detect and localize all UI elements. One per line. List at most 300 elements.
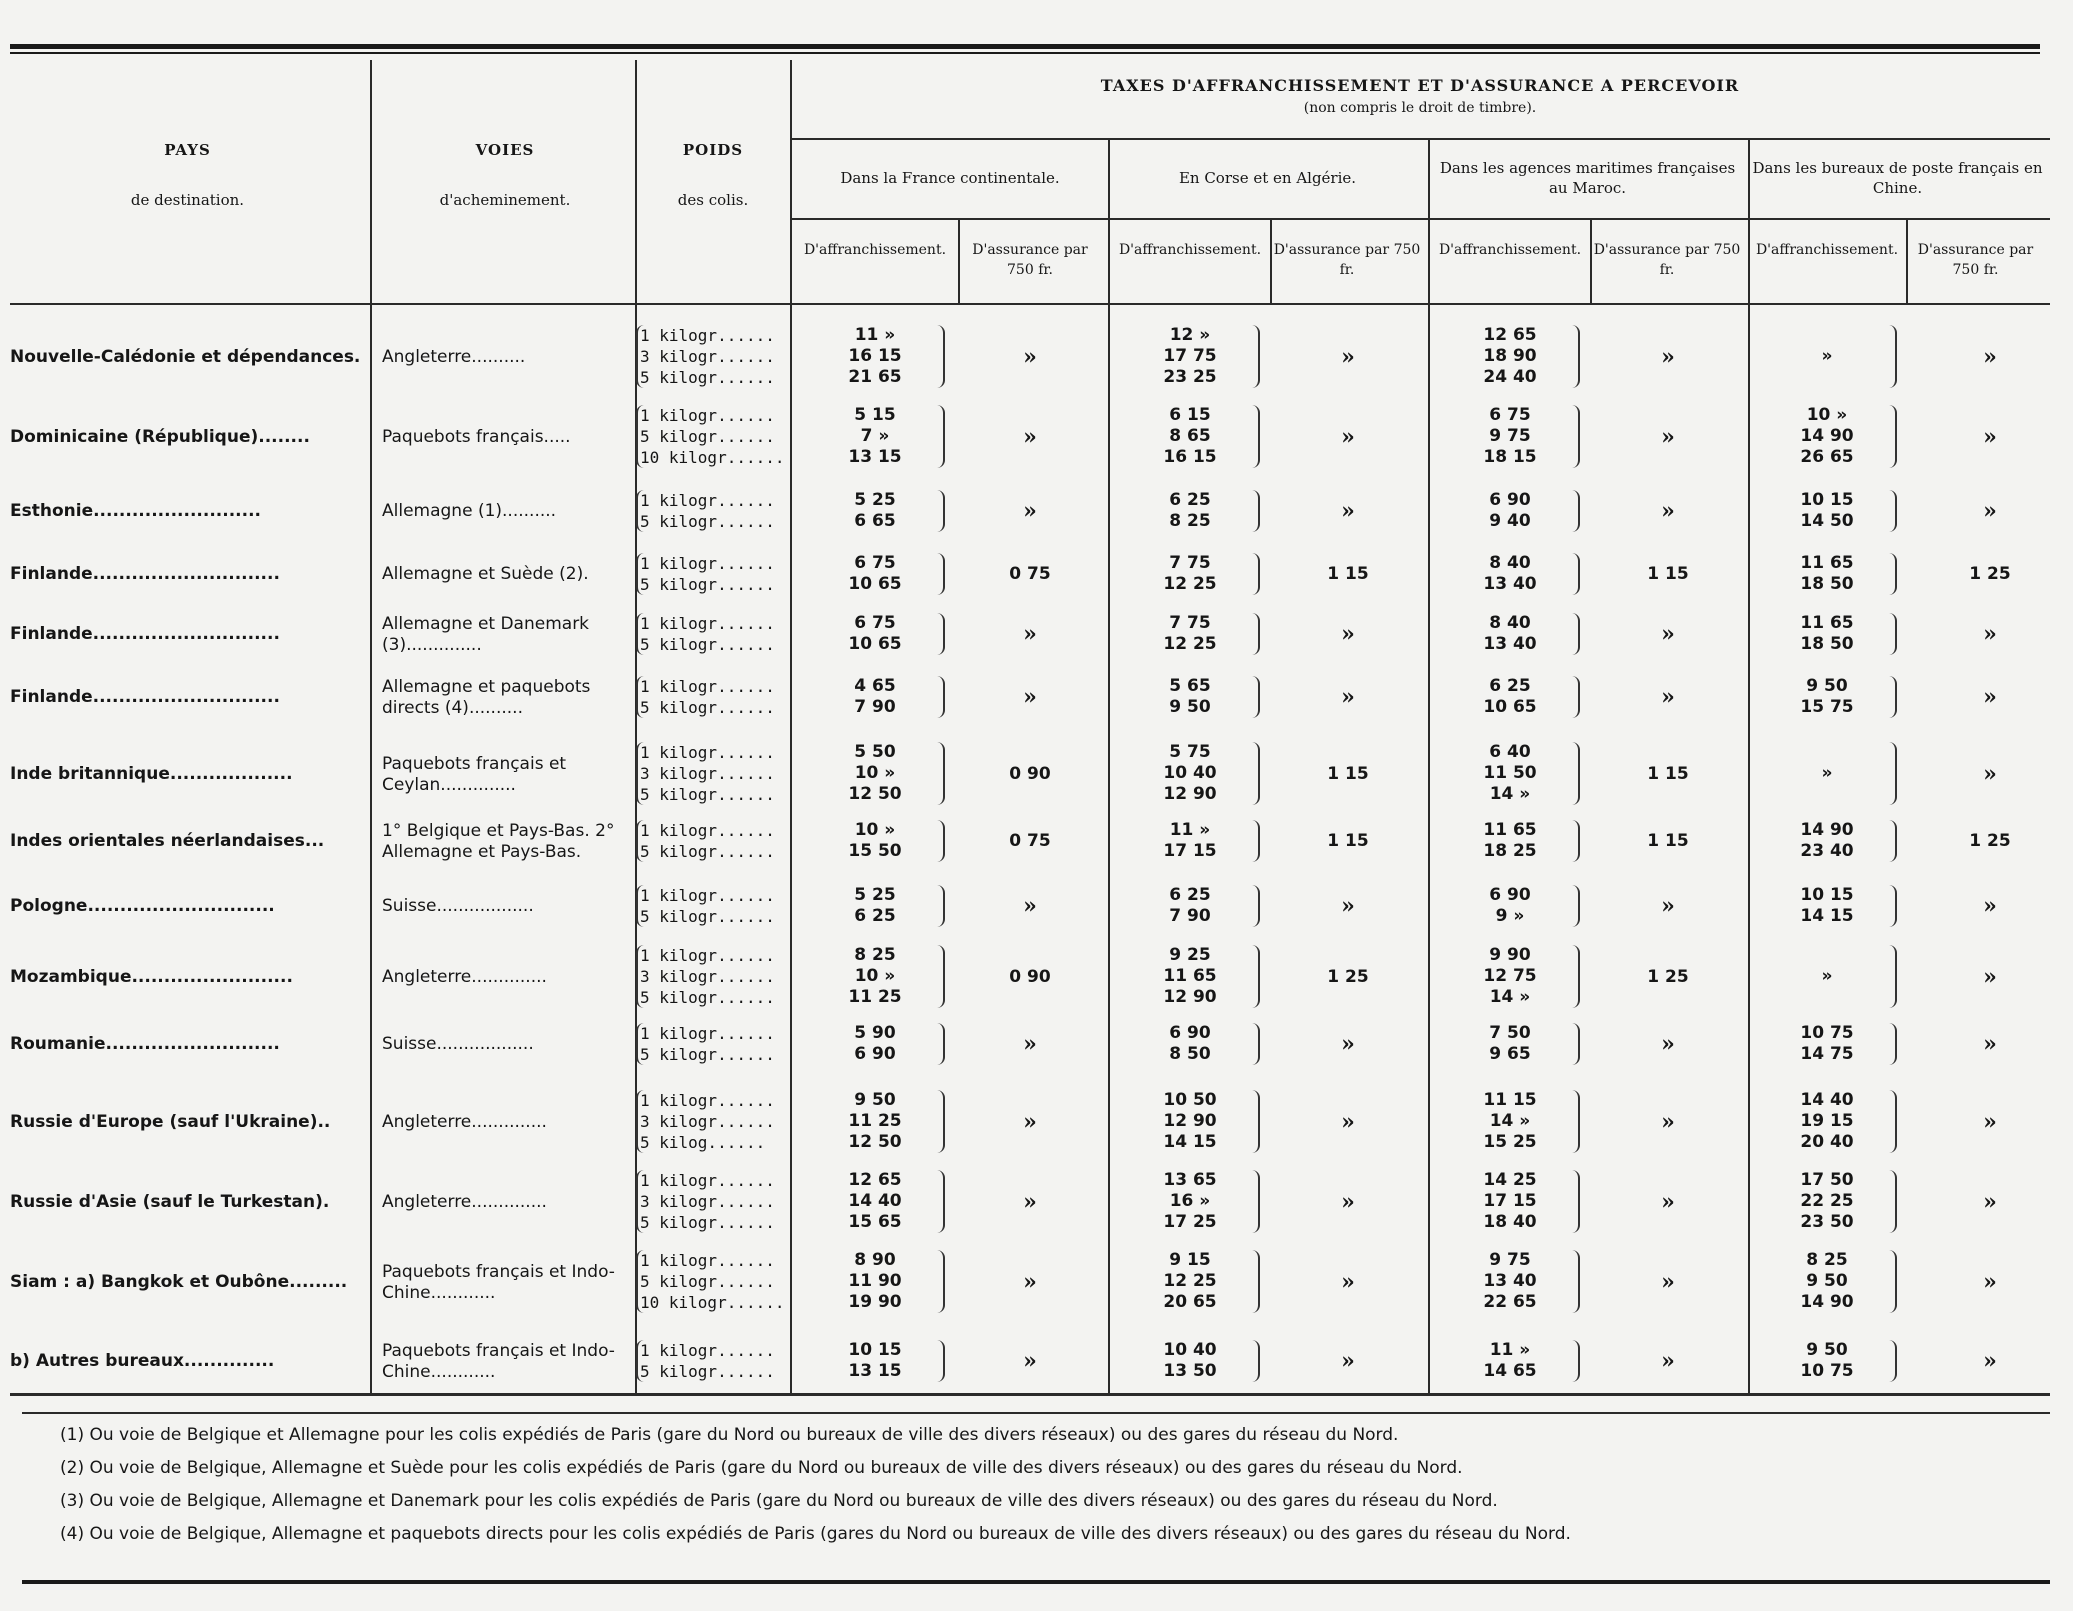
assurance-value: »	[1023, 1268, 1037, 1295]
tax-value: 11 25	[848, 1111, 902, 1131]
assurance-value: »	[1341, 1188, 1355, 1215]
tax-value: 14 40	[1800, 1090, 1854, 1110]
tax-value: 13 40	[1483, 1271, 1537, 1291]
brace-mark	[636, 553, 646, 595]
tax-value: 5 25	[854, 490, 896, 510]
brace-mark	[1887, 676, 1897, 718]
affranchissement-values	[815, 742, 935, 805]
sub-maroc-assur: D'assurance par 750 fr.	[1593, 242, 1741, 278]
sub-maroc-affr: D'affranchissement.	[1438, 242, 1582, 258]
tax-value: 11 »	[1169, 820, 1211, 840]
tax-value: 12 25	[1163, 1271, 1217, 1291]
weight-list	[640, 945, 790, 1008]
weight-value: 1 kilogr......	[640, 491, 775, 510]
tax-value: 9 75	[1489, 426, 1531, 446]
assurance-value: »	[1983, 1188, 1997, 1215]
table-row	[0, 405, 2073, 468]
sub-chine-assur: D'assurance par 750 fr.	[1917, 242, 2034, 278]
brace-mark	[935, 325, 945, 388]
weight-list	[640, 1023, 790, 1065]
tax-value: 6 40	[1489, 742, 1531, 762]
affranchissement-values	[1130, 405, 1250, 468]
tax-value: 8 25	[854, 945, 896, 965]
brace-mark	[1570, 885, 1580, 927]
affranchissement-values	[815, 405, 935, 468]
tax-value: 23 40	[1800, 841, 1854, 861]
affranchissement-values	[1767, 820, 1887, 862]
assurance-value: »	[1661, 498, 1675, 524]
brace-mark	[636, 676, 646, 718]
brace-mark	[636, 742, 646, 805]
brace-mark	[1570, 820, 1580, 862]
affranchissement-values	[1450, 1340, 1570, 1382]
tax-value: 8 90	[854, 1250, 896, 1270]
tax-value: 8 25	[1806, 1250, 1848, 1270]
assurance-value: »	[1023, 1031, 1037, 1057]
brace-mark	[935, 553, 945, 595]
country-name: b) Autres bureaux..............	[10, 1351, 275, 1371]
tax-value: 13 15	[848, 447, 902, 467]
assurance-value: 0 75	[1009, 564, 1051, 584]
brace-mark	[935, 676, 945, 718]
brace-mark	[1250, 553, 1260, 595]
weight-value: 1 kilogr......	[640, 406, 775, 425]
tax-value: 10 »	[854, 966, 896, 986]
weight-list	[640, 676, 790, 718]
tax-value: 6 90	[1489, 490, 1531, 510]
tax-value: 11 90	[848, 1271, 902, 1291]
tax-value: 10 15	[1800, 490, 1854, 510]
weight-value: 1 kilogr......	[640, 614, 775, 633]
tax-value: 12 50	[848, 1132, 902, 1152]
tax-value: 12 25	[1163, 574, 1217, 594]
assurance-value: »	[1983, 1268, 1997, 1295]
sub-france-affr: D'affranchissement.	[803, 242, 947, 258]
tax-value: 15 65	[848, 1212, 902, 1232]
footnote-3: (3) Ou voie de Belgique, Allemagne et Danemark pour les colis expédiés de Paris (gare du Nord ou bureaux de ville des divers réseaux) ou des gares du réseau du Nord.	[60, 1491, 1498, 1511]
tax-value: 6 15	[1169, 405, 1211, 425]
tax-value: 6 25	[1489, 676, 1531, 696]
affranchissement-values	[1767, 553, 1887, 595]
affranchissement-values	[1767, 613, 1887, 655]
rule-header-bottom	[10, 303, 2050, 305]
tax-value: 13 65	[1163, 1170, 1217, 1190]
affranchissement-values	[1130, 1023, 1250, 1065]
tax-value: 5 90	[854, 1023, 896, 1043]
tax-value: 14 65	[1483, 1361, 1537, 1381]
country-name: Finlande.............................	[10, 687, 280, 707]
affranchissement-values	[1767, 966, 1887, 987]
country-name: Nouvelle-Calédonie et dépendances.	[10, 346, 361, 367]
route-name: Angleterre..............	[382, 966, 547, 987]
affranchissement-values	[1450, 945, 1570, 1008]
affranchissement-values	[815, 676, 935, 718]
affranchissement-values	[1450, 1090, 1570, 1153]
assurance-value: 0 75	[1009, 831, 1051, 851]
affranchissement-values	[1130, 1250, 1250, 1313]
brace-mark	[1250, 1023, 1260, 1065]
brace-mark	[1250, 885, 1260, 927]
assurance-value: »	[1023, 621, 1037, 647]
affranchissement-values	[815, 490, 935, 532]
tax-value: 11 50	[1483, 763, 1537, 783]
brace-mark	[1570, 490, 1580, 532]
weight-list	[640, 820, 790, 862]
table-row	[0, 820, 2073, 862]
weight-value: 3 kilogr......	[640, 347, 775, 366]
weight-value: 1 kilogr......	[640, 1171, 775, 1190]
col-divider	[958, 220, 960, 304]
tax-value: 20 65	[1163, 1292, 1217, 1312]
brace-mark	[1250, 1250, 1260, 1313]
tax-value: 13 40	[1483, 574, 1537, 594]
brace-mark	[636, 885, 646, 927]
top-rule	[10, 44, 2040, 49]
route-name: Paquebots français et Ceylan..............	[382, 753, 567, 795]
tax-value: 9 50	[1169, 697, 1211, 717]
assurance-value: »	[1341, 1268, 1355, 1295]
route-name: Allemagne (1)..........	[382, 501, 557, 521]
affranchissement-values	[1130, 742, 1250, 805]
weight-list	[640, 742, 790, 805]
tax-value: 14 75	[1800, 1044, 1854, 1064]
assurance-value: »	[1023, 498, 1037, 524]
brace-mark	[1570, 1170, 1580, 1233]
sub-corse-affr: D'affranchissement.	[1118, 242, 1262, 258]
weight-value: 5 kilogr......	[640, 1045, 775, 1064]
assurance-value: 1 25	[1647, 966, 1689, 987]
tax-value: 13 15	[848, 1361, 902, 1381]
affranchissement-values	[1767, 1340, 1887, 1382]
country-name: Esthonie..........................	[10, 501, 262, 521]
tax-value: 6 25	[854, 906, 896, 926]
tax-value: 10 »	[1806, 405, 1848, 425]
tax-value: 5 15	[854, 405, 896, 425]
header-poids: POIDS des colis.	[677, 141, 749, 209]
tax-value: 7 75	[1169, 613, 1211, 633]
assurance-value: »	[1341, 1348, 1355, 1374]
tax-value: 18 25	[1483, 841, 1537, 861]
affranchissement-values	[1767, 405, 1887, 468]
brace-mark	[1887, 405, 1897, 468]
affranchissement-values	[1130, 1090, 1250, 1153]
tax-value: 20 40	[1800, 1132, 1854, 1152]
tax-value: 7 75	[1169, 553, 1211, 573]
assurance-value: »	[1341, 1031, 1355, 1057]
brace-mark	[1887, 1250, 1897, 1313]
assurance-value: »	[1023, 1108, 1037, 1135]
brace-mark	[1570, 945, 1580, 1008]
assurance-value: »	[1661, 1188, 1675, 1215]
tax-value: 22 65	[1483, 1292, 1537, 1312]
tax-value: 14 »	[1489, 1111, 1531, 1131]
assurance-value: »	[1023, 684, 1037, 710]
route-name: Allemagne et Suède (2).	[382, 564, 589, 584]
assurance-value: »	[1023, 343, 1037, 370]
tax-value: 18 90	[1483, 346, 1537, 366]
weight-value: 5 kilogr......	[640, 368, 775, 387]
weight-value: 1 kilogr......	[640, 743, 775, 762]
assurance-value: »	[1661, 423, 1675, 450]
weight-value: 5 kilogr......	[640, 512, 775, 531]
tax-value: 10 15	[848, 1340, 902, 1360]
brace-mark	[1570, 1340, 1580, 1382]
affranchissement-values	[1450, 1023, 1570, 1065]
assurance-value: 1 25	[1969, 831, 2011, 851]
tax-value: 14 90	[1800, 426, 1854, 446]
table-row	[0, 1340, 2073, 1382]
affranchissement-values	[1450, 742, 1570, 805]
tax-value: »	[1821, 966, 1833, 986]
tax-value: 9 75	[1489, 1250, 1531, 1270]
tax-value: 6 25	[1169, 885, 1211, 905]
affranchissement-values	[1767, 676, 1887, 718]
tax-value: 8 65	[1169, 426, 1211, 446]
brace-mark	[1570, 742, 1580, 805]
country-name: Indes orientales néerlandaises...	[10, 831, 325, 851]
weight-value: 1 kilogr......	[640, 1251, 775, 1270]
country-name: Finlande.............................	[10, 564, 280, 584]
assurance-value: 1 15	[1327, 763, 1369, 784]
tax-value: 23 25	[1163, 367, 1217, 387]
assurance-value: 1 25	[1969, 564, 2011, 584]
tax-value: 14 »	[1489, 784, 1531, 804]
tax-value: 11 25	[848, 987, 902, 1007]
col-divider	[1270, 220, 1272, 304]
route-name: Angleterre..............	[382, 1191, 547, 1212]
weight-value: 3 kilogr......	[640, 764, 775, 783]
table-row	[0, 553, 2073, 595]
tax-value: 10 15	[1800, 885, 1854, 905]
assurance-value: »	[1661, 1268, 1675, 1295]
brace-mark	[1570, 676, 1580, 718]
tax-value: 18 15	[1483, 447, 1537, 467]
brace-mark	[935, 742, 945, 805]
weight-list	[640, 613, 790, 655]
affranchissement-values	[1130, 325, 1250, 388]
assurance-value: »	[1023, 1188, 1037, 1215]
assurance-value: »	[1661, 1108, 1675, 1135]
weight-value: 1 kilogr......	[640, 326, 775, 345]
table-bottom-rule	[10, 1393, 2050, 1396]
weight-value: 1 kilogr......	[640, 1091, 775, 1110]
assurance-value: 0 90	[1009, 966, 1051, 987]
footnote-rule	[22, 1412, 2050, 1414]
bottom-rule	[22, 1580, 2050, 1584]
weight-value: 5 kilogr......	[640, 1272, 775, 1291]
route-name: Allemagne et Danemark (3)..............	[382, 614, 590, 655]
assurance-value: »	[1661, 343, 1675, 370]
tax-value: 15 50	[848, 841, 902, 861]
tax-value: 13 50	[1163, 1361, 1217, 1381]
assurance-value: »	[1983, 1031, 1997, 1057]
weight-list	[640, 1250, 790, 1313]
brace-mark	[935, 820, 945, 862]
tax-value: 14 90	[1800, 820, 1854, 840]
brace-mark	[935, 1340, 945, 1382]
tax-value: 6 90	[1169, 1023, 1211, 1043]
affranchissement-values	[1450, 1250, 1570, 1313]
tax-value: 15 75	[1800, 697, 1854, 717]
country-name: Russie d'Europe (sauf l'Ukraine)..	[10, 1111, 331, 1132]
tax-value: 17 75	[1163, 346, 1217, 366]
brace-mark	[1250, 676, 1260, 718]
tax-value: 7 »	[860, 426, 890, 446]
brace-mark	[935, 1170, 945, 1233]
tax-value: 14 »	[1489, 987, 1531, 1007]
tax-value: 17 25	[1163, 1212, 1217, 1232]
weight-list	[640, 490, 790, 532]
assurance-value: 1 15	[1647, 831, 1689, 851]
tax-value: 8 50	[1169, 1044, 1211, 1064]
weight-value: 1 kilogr......	[640, 1024, 775, 1043]
assurance-value: 1 15	[1647, 564, 1689, 584]
affranchissement-values	[1767, 763, 1887, 784]
region-corse: En Corse et en Algérie.	[1178, 169, 1357, 187]
brace-mark	[1887, 1170, 1897, 1233]
route-name: Angleterre..............	[382, 1111, 547, 1132]
tax-value: 10 »	[854, 763, 896, 783]
weight-value: 1 kilogr......	[640, 1341, 775, 1360]
tax-value: 16 15	[848, 346, 902, 366]
tax-value: 9 50	[1806, 676, 1848, 696]
affranchissement-values	[1450, 885, 1570, 927]
tax-value: 9 50	[854, 1090, 896, 1110]
affranchissement-values	[815, 1250, 935, 1313]
brace-mark	[1887, 490, 1897, 532]
assurance-value: 1 15	[1327, 831, 1369, 851]
tax-value: 15 25	[1483, 1132, 1537, 1152]
table-row	[0, 1023, 2073, 1065]
assurance-value: 1 15	[1647, 763, 1689, 784]
brace-mark	[1570, 325, 1580, 388]
brace-mark	[935, 1023, 945, 1065]
brace-mark	[636, 490, 646, 532]
assurance-value: »	[1983, 423, 1997, 450]
brace-mark	[1887, 742, 1897, 805]
tax-value: 10 »	[854, 820, 896, 840]
tax-value: 14 15	[1163, 1132, 1217, 1152]
tax-value: 14 15	[1800, 906, 1854, 926]
assurance-value: »	[1341, 423, 1355, 450]
tax-value: 17 15	[1483, 1191, 1537, 1211]
top-rule-thin	[10, 52, 2040, 54]
affranchissement-values	[1450, 325, 1570, 388]
route-name: Paquebots français.....	[382, 426, 571, 447]
brace-mark	[636, 945, 646, 1008]
table-row	[0, 1250, 2073, 1313]
brace-mark	[1887, 945, 1897, 1008]
affranchissement-values	[1767, 1090, 1887, 1153]
header-pays: PAYS de destination.	[130, 141, 245, 209]
country-name: Finlande.............................	[10, 624, 280, 644]
weight-value: 5 kilogr......	[640, 1213, 775, 1232]
brace-mark	[1570, 1023, 1580, 1065]
tax-value: 14 90	[1800, 1292, 1854, 1312]
tax-value: 14 25	[1483, 1170, 1537, 1190]
region-france: Dans la France continentale.	[840, 169, 1060, 187]
tax-value: 10 65	[1483, 697, 1537, 717]
affranchissement-values	[1450, 1170, 1570, 1233]
assurance-value: »	[1661, 684, 1675, 710]
affranchissement-values	[1767, 1250, 1887, 1313]
table-row	[0, 676, 2073, 718]
col-divider	[1906, 220, 1908, 304]
assurance-value: »	[1983, 1108, 1997, 1135]
tax-value: 5 50	[854, 742, 896, 762]
tax-value: 12 90	[1163, 987, 1217, 1007]
brace-mark	[1250, 613, 1260, 655]
tax-value: 7 50	[1489, 1023, 1531, 1043]
affranchissement-values	[1130, 945, 1250, 1008]
country-name: Inde britannique...................	[10, 763, 293, 784]
brace-mark	[1250, 325, 1260, 388]
tax-value: 12 65	[1483, 325, 1537, 345]
tax-value: 12 90	[1163, 1111, 1217, 1131]
affranchissement-values	[1767, 346, 1887, 367]
weight-value: 1 kilogr......	[640, 946, 775, 965]
affranchissement-values	[815, 553, 935, 595]
brace-mark	[636, 405, 646, 468]
tax-value: 11 65	[1483, 820, 1537, 840]
tax-value: 18 50	[1800, 574, 1854, 594]
affranchissement-values	[1130, 1170, 1250, 1233]
tax-value: »	[1821, 763, 1833, 783]
affranchissement-values	[1450, 405, 1570, 468]
weight-value: 1 kilogr......	[640, 821, 775, 840]
assurance-value: »	[1661, 1348, 1675, 1374]
tax-value: 5 25	[854, 885, 896, 905]
weight-value: 10 kilogr......	[640, 1293, 785, 1312]
tax-value: 9 15	[1169, 1250, 1211, 1270]
assurance-value: »	[1983, 1348, 1997, 1374]
affranchissement-values	[1450, 676, 1570, 718]
assurance-value: »	[1341, 684, 1355, 710]
brace-mark	[636, 1340, 646, 1382]
affranchissement-values	[815, 325, 935, 388]
brace-mark	[1887, 1340, 1897, 1382]
weight-list	[640, 1340, 790, 1382]
tax-value: 11 65	[1163, 966, 1217, 986]
table-row	[0, 490, 2073, 532]
route-name: Paquebots français et Indo-Chine............	[382, 1341, 615, 1382]
country-name: Pologne.............................	[10, 896, 275, 916]
tax-value: 9 25	[1169, 945, 1211, 965]
tax-value: 9 90	[1489, 945, 1531, 965]
tax-value: 12 65	[848, 1170, 902, 1190]
tax-value: 10 75	[1800, 1361, 1854, 1381]
affranchissement-values	[815, 1170, 935, 1233]
tax-value: 16 »	[1169, 1191, 1211, 1211]
country-name: Siam : a) Bangkok et Oubône.........	[10, 1271, 348, 1292]
col-divider	[1590, 220, 1592, 304]
tax-value: 23 50	[1800, 1212, 1854, 1232]
tax-value: 10 50	[1163, 1090, 1217, 1110]
assurance-value: »	[1983, 621, 1997, 647]
tax-value: 12 75	[1483, 966, 1537, 986]
tax-value: 6 90	[854, 1044, 896, 1064]
table-row	[0, 1170, 2073, 1233]
tax-value: 12 50	[848, 784, 902, 804]
rule-regions-under	[792, 218, 2050, 220]
tax-value: 6 90	[1489, 885, 1531, 905]
country-name: Russie d'Asie (sauf le Turkestan).	[10, 1191, 330, 1212]
tax-value: 6 25	[1169, 490, 1211, 510]
affranchissement-values	[815, 820, 935, 862]
affranchissement-values	[1130, 676, 1250, 718]
assurance-value: »	[1983, 893, 1997, 919]
tax-value: 24 40	[1483, 367, 1537, 387]
